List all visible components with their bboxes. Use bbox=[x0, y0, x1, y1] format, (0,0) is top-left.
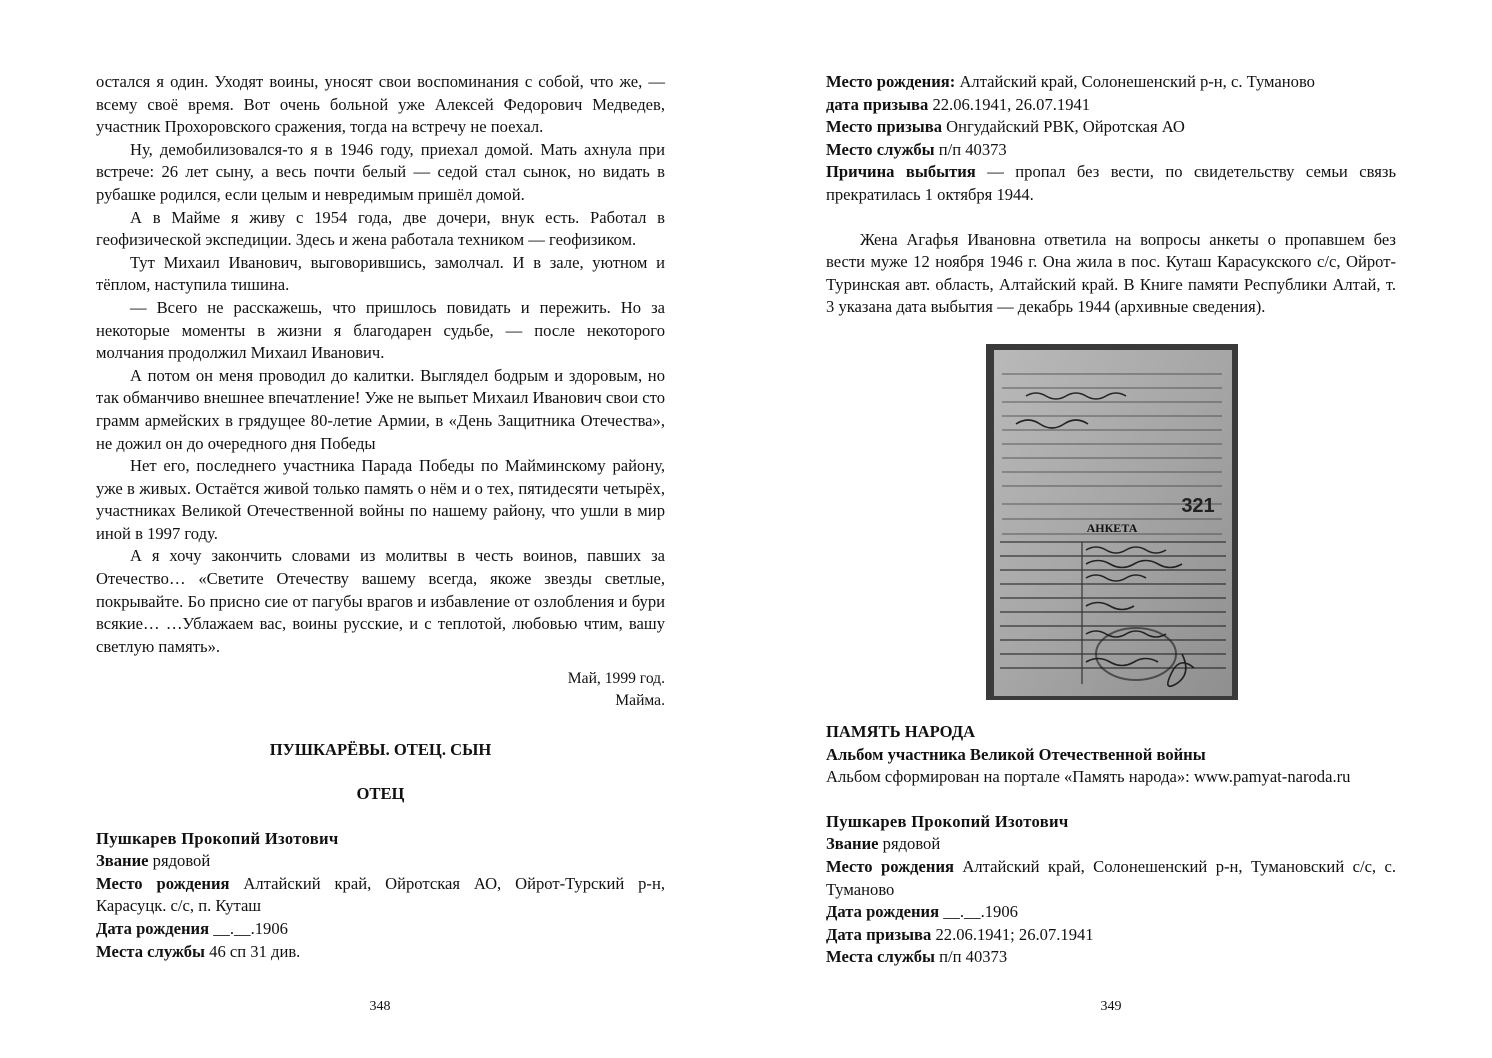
paragraph: Ну, демобилизовался-то я в 1946 году, приехал домой. Мать ахнула при встрече: 26 лет сыну, а весь почти белый — седой стал сынок, но видать в рубашке родился, если целым и невредимым пришёл домой. bbox=[96, 139, 665, 204]
album-note: Альбом сформирован на портале «Память народа»: www.pamyat-naroda.ru bbox=[826, 767, 1351, 787]
document-number-text: 321 bbox=[1181, 495, 1215, 517]
album-title: Альбом участника Великой Отечественной войны bbox=[826, 744, 1206, 764]
field-label: Места службы bbox=[826, 947, 935, 967]
field-rank bbox=[826, 833, 1396, 856]
field-value: рядовой bbox=[878, 834, 941, 854]
field-service bbox=[826, 946, 1396, 969]
field-draft-place bbox=[826, 116, 1396, 139]
field-service bbox=[826, 139, 1396, 162]
person-name: Пушкарев Прокопий Изотович bbox=[826, 811, 1069, 831]
page-number: 349 bbox=[1100, 999, 1122, 1014]
field-value: рядовой bbox=[148, 851, 211, 871]
paragraph: А в Майме я живу с 1954 года, две дочери, внук есть. Работал в геофизической экспедиции. Здесь и жена работала техником — геофизиком. bbox=[96, 207, 665, 250]
field-value: 22.06.1941, 26.07.1941 bbox=[928, 94, 1091, 114]
field-value: Алтайский край, Ойротская АО, Ойрот-Турский р-н, Карасуцк. с/с, п. Куташ bbox=[96, 873, 665, 916]
signature-date: Май, 1999 год. bbox=[567, 670, 665, 688]
field-label: Место рождения bbox=[826, 856, 955, 876]
right-page-top bbox=[826, 71, 1396, 319]
right-page bbox=[746, 0, 1492, 1058]
field-value: Онгудайский РВК, Ойротская АО bbox=[942, 117, 1185, 137]
field-label: Место рождения bbox=[96, 873, 230, 893]
field-label: Места службы bbox=[96, 941, 205, 961]
field-value: 46 сп 31 див. bbox=[205, 941, 301, 961]
right-page-bottom bbox=[826, 721, 1396, 969]
field-label: Место службы bbox=[826, 139, 935, 159]
field-birthplace bbox=[96, 873, 665, 918]
paragraph: А потом он меня проводил до калитки. Выглядел бодрым и здоровым, но так обманчиво внешнее впечатление! Уже не выпьет Михаил Иванович свои сто грамм армейских в грядущее 80-летие Армии, в «День Защитника Отечества», не дожил он до очередного дня Победы bbox=[96, 365, 665, 453]
paragraph: остался я один. Уходят воины, уносят свои воспоминания с собой, что же, — всему своё время. Вот очень больной уже Алексей Федорович Медведев, участник Прохоровского сражения, тогда на встречу не поехал. bbox=[96, 72, 665, 137]
paragraph: А я хочу закончить словами из молитвы в честь воинов, павших за Отечество… «Светите Отечеству вашему всегда, якоже звезды светлые, покрывайте. Бо присно сие от пагубы врагов и избавление от озлобления и бури всякие… …Ублажаем вас, воины русские, и с теплотой, любовью чтим, вашу светлую память». bbox=[96, 546, 665, 656]
field-value: __.__.1906 bbox=[209, 919, 288, 938]
section-heading: ПУШКАРЁВЫ. ОТЕЦ. СЫН bbox=[269, 740, 492, 760]
paragraph: — Всего не расскажешь, что пришлось повидать и пережить. Но за некоторые моменты в жизни я благодарен судьбе, — после некоторого молчания продолжил Михаил Иванович. bbox=[96, 297, 665, 363]
field-reason bbox=[826, 161, 1396, 206]
document-stamp-text: АНКЕТА bbox=[1086, 521, 1138, 535]
field-birthdate bbox=[826, 901, 1396, 924]
paragraph: Тут Михаил Иванович, выговорившись, замолчал. И в зале, уютном и тёплом, наступила тишина. bbox=[96, 252, 665, 295]
field-label: Звание bbox=[826, 834, 879, 854]
field-label: Дата призыва bbox=[826, 924, 932, 944]
document-scan bbox=[986, 344, 1238, 700]
wife-paragraph: Жена Агафья Ивановна ответила на вопросы анкеты о пропавшем без вести муже 12 ноября 1946 г. Она жила в пос. Куташ Карасукского с/с, Ойрот-Туринская авт. область, Алтайский край. В Книге памяти Республики Алтай, т. 3 указана дата выбытия — декабрь 1944 (архивные сведения). bbox=[826, 229, 1396, 317]
field-label: Место рождения: bbox=[826, 72, 956, 91]
field-birthplace bbox=[826, 71, 1396, 94]
field-label: Дата рождения bbox=[826, 902, 940, 922]
field-label: дата призыва bbox=[826, 94, 929, 114]
field-draft-date bbox=[826, 94, 1396, 117]
field-rank bbox=[96, 850, 665, 873]
field-value: — пропал без вести, по свидетельству семьи связь прекратилась 1 октября 1944. bbox=[826, 162, 1397, 204]
field-service bbox=[96, 941, 665, 964]
field-value: п/п 40373 bbox=[934, 139, 1007, 159]
field-draft-date bbox=[826, 924, 1396, 947]
left-page-body bbox=[96, 71, 665, 963]
field-birthdate bbox=[96, 918, 665, 941]
field-label: Причина выбытия bbox=[826, 162, 976, 182]
field-value: Алтайский край, Солонешенский р-н, Тумановский с/с, с. Туманово bbox=[826, 856, 1396, 899]
field-label: Дата рождения bbox=[96, 919, 210, 938]
field-label: Место призыва bbox=[826, 117, 942, 137]
signature bbox=[96, 668, 665, 712]
field-value: Алтайский край, Солонешенский р-н, с. Туманово bbox=[955, 72, 1315, 91]
archive-document-photo bbox=[986, 344, 1238, 700]
field-value: 22.06.1941; 26.07.1941 bbox=[931, 924, 1094, 944]
paragraph: Нет его, последнего участника Парада Победы по Майминскому району, уже в живых. Остаётся живой только память о нём и о тех, пятидесяти четырёх, участниках Великой Отечественной войны по нашему району, что ушли в мир иной в 1997 году. bbox=[96, 456, 665, 543]
field-birthplace bbox=[826, 856, 1396, 901]
subsection-heading: ОТЕЦ bbox=[356, 784, 405, 804]
field-value: __.__.1906 bbox=[939, 902, 1018, 922]
field-label: Звание bbox=[96, 851, 149, 871]
memory-title: ПАМЯТЬ НАРОДА bbox=[826, 722, 976, 741]
page-number: 348 bbox=[369, 999, 391, 1014]
field-value: п/п 40373 bbox=[935, 947, 1008, 967]
signature-place: Майма. bbox=[615, 692, 665, 710]
person-name: Пушкарев Прокопий Изотович bbox=[96, 828, 339, 848]
